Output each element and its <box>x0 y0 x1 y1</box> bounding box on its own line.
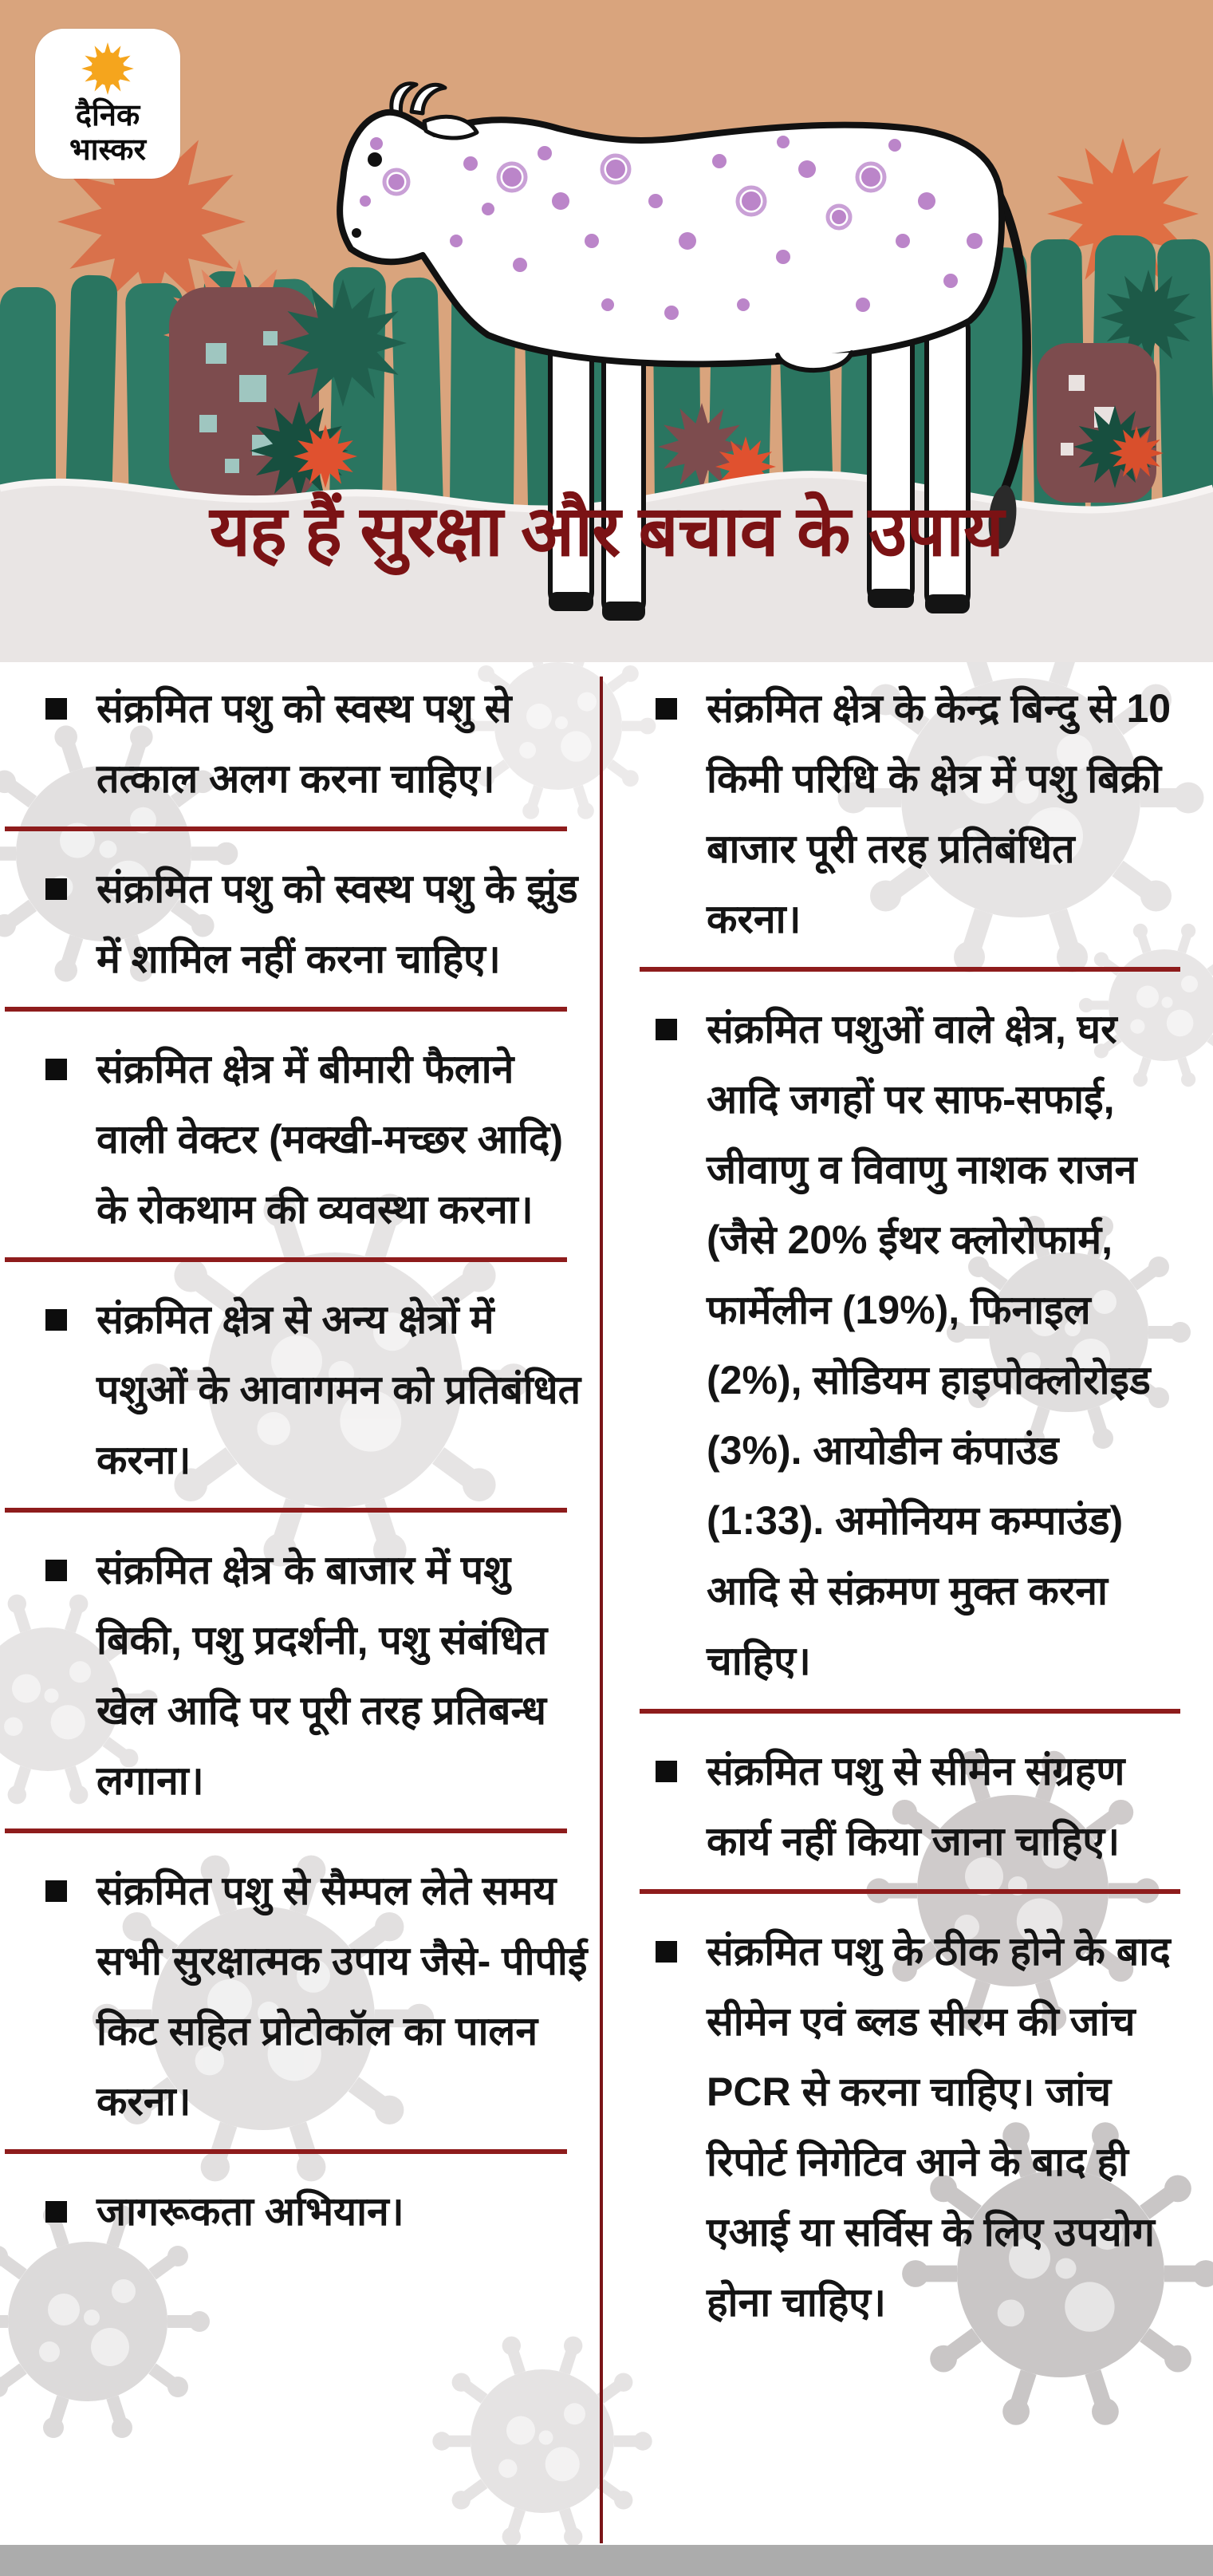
logo-line2: भास्कर <box>69 133 147 167</box>
logo-text <box>69 99 146 168</box>
content-area <box>0 662 1213 2545</box>
list-item <box>44 673 594 814</box>
list-item <box>654 1916 1174 2337</box>
logo-line1: दैनिक <box>75 99 140 132</box>
bullet-square-icon <box>656 1019 677 1040</box>
item-separator-line <box>5 826 567 831</box>
column-left <box>44 673 594 2247</box>
bullet-square-icon <box>45 1059 67 1080</box>
bullet-square-icon <box>45 1560 67 1581</box>
item-separator-line <box>5 1007 567 1012</box>
dainik-bhaskar-logo <box>35 29 180 179</box>
bullet-square-icon <box>656 1761 677 1782</box>
list-item <box>44 854 594 994</box>
list-item <box>654 1736 1174 1876</box>
list-item-text: जागरूकता अभियान। <box>96 2189 404 2234</box>
bullet-square-icon <box>45 1880 67 1902</box>
list-item <box>44 1034 594 1245</box>
sun-icon <box>79 40 136 97</box>
list-item <box>44 1856 594 2136</box>
column-divider-line <box>600 677 603 2543</box>
item-separator-line <box>5 1508 567 1513</box>
list-item <box>44 1535 594 1816</box>
list-item <box>44 1284 594 1495</box>
item-separator-line <box>640 1709 1180 1714</box>
bullet-square-icon <box>45 878 67 900</box>
item-separator-line <box>640 1889 1180 1894</box>
list-item <box>44 2176 594 2247</box>
bullet-square-icon <box>656 698 677 720</box>
bottom-bar <box>0 2545 1213 2576</box>
list-item <box>654 994 1174 1696</box>
list-item <box>654 673 1174 954</box>
bullet-square-icon <box>656 1941 677 1963</box>
list-item-text: संक्रमित क्षेत्र के बाजार में पशु बिकी, पशु प्रदर्शनी, पशु संबंधित खेल आदि पर पूरी तरह प्रतिबन्ध लगाना। <box>96 1548 548 1803</box>
column-right <box>654 673 1174 2337</box>
bullet-square-icon <box>45 2201 67 2223</box>
list-item-text: संक्रमित क्षेत्र में बीमारी फैलाने वाली वेक्टर (मक्खी-मच्छर आदि) के रोकथाम की व्यवस्था करना। <box>96 1047 564 1232</box>
item-separator-line <box>5 1828 567 1833</box>
list-item-text: संक्रमित क्षेत्र से अन्य क्षेत्रों में पशुओं के आवागमन को प्रतिबंधित करना। <box>96 1297 581 1482</box>
list-item-text: संक्रमित पशु से सीमेन संग्रहण कार्य नहीं किया जाना चाहिए। <box>707 1749 1125 1864</box>
bullet-square-icon <box>45 1309 67 1331</box>
list-item-text: संक्रमित पशु को स्वस्थ पशु से तत्काल अलग करना चाहिए। <box>96 686 512 801</box>
list-item-text: संक्रमित पशुओं वाले क्षेत्र, घर आदि जगहों पर साफ-सफाई, जीवाणु व विवाणु नाशक राजन (जैसे 20% ईथर क्लोरोफार्म, फार्मेलीन (19%), फिनाइल (2%), सोडियम हाइपोक्लोरोइड (3%). आयोडीन कंपाउंड (1:33). अमोनियम कम्पाउंड) आदि से संक्रमण मुक्त करना चाहिए। <box>707 1007 1151 1683</box>
list-item-text: संक्रमित पशु के ठीक होने के बाद सीमेन एवं ब्लड सीरम की जांच PCR से करना चाहिए। जांच रिपोर्ट निगेटिव आने के बाद ही एआई या सर्विस के लिए उपयोग होना चाहिए। <box>707 1929 1171 2325</box>
item-separator-line <box>5 2149 567 2154</box>
virus-watermark-icon <box>432 2337 652 2545</box>
list-item-text: संक्रमित क्षेत्र के केन्द्र बिन्दु से 10 किमी परिधि के क्षेत्र में पशु बिक्री बाजार पूरी तरह प्रतिबंधित करना। <box>707 686 1172 941</box>
item-separator-line <box>640 967 1180 972</box>
list-item-text: संक्रमित पशु से सैम्पल लेते समय सभी सुरक्षात्मक उपाय जैसे- पीपीई किट सहित प्रोटोकॉल का पालन करना। <box>96 1868 588 2124</box>
page-title: यह हैं सुरक्षा और बचाव के उपाय <box>209 491 1004 570</box>
list-item-text: संक्रमित पशु को स्वस्थ पशु के झुंड में शामिल नहीं करना चाहिए। <box>96 866 578 981</box>
item-separator-line <box>5 1257 567 1262</box>
bullet-square-icon <box>45 698 67 720</box>
